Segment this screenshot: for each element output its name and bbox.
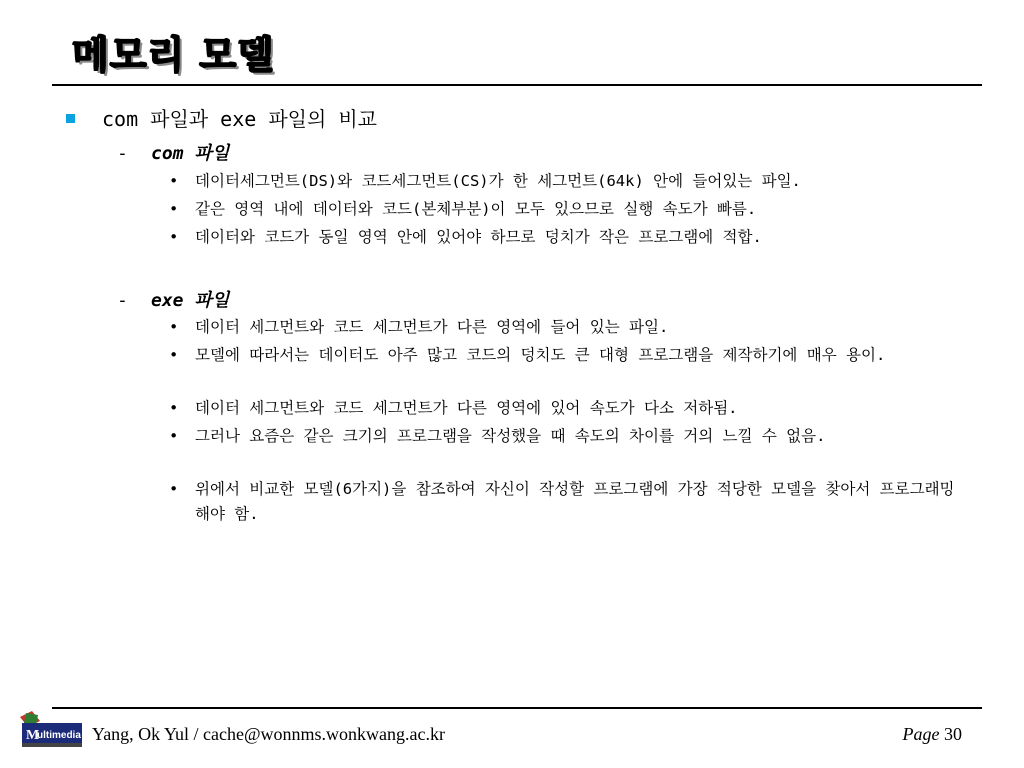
dot-bullet-icon: • [169, 318, 179, 336]
list-item-text: 그러나 요즘은 같은 크기의 프로그램을 작성했을 때 속도의 차이를 거의 느낄 수 없음. [195, 427, 826, 445]
list-item [169, 343, 969, 368]
dot-bullet-icon: • [169, 427, 179, 445]
dot-bullet-icon: • [169, 228, 179, 246]
list-item-text: 위에서 비교한 모델(6가지)을 참조하여 자신이 작성할 프로그램에 가장 적당한 모델을 찾아서 프로그래밍해야 함. [195, 480, 955, 523]
list-item-text: 모델에 따라서는 데이터도 아주 많고 코드의 덩치도 큰 대형 프로그램을 제작하기에 매우 용이. [195, 346, 886, 364]
dot-bullet-icon: • [169, 172, 179, 190]
list-item [169, 197, 969, 222]
slide-title: 메모리 모델 [72, 33, 275, 77]
list-item [169, 225, 969, 250]
subheading-exe [117, 286, 229, 312]
bullet-level1 [66, 103, 377, 132]
list-item [169, 396, 969, 421]
dot-bullet-icon: • [169, 200, 179, 218]
multimedia-logo [18, 711, 84, 749]
list-item-text: 같은 영역 내에 데이터와 코드(본체부분)이 모두 있으므로 실행 속도가 빠름. [195, 200, 757, 218]
list-item [169, 315, 969, 340]
footer-page [903, 724, 962, 745]
list-item-text: 데이터와 코드가 동일 영역 안에 있어야 하므로 덩치가 작은 프로그램에 적합. [195, 228, 762, 246]
list-item [169, 424, 969, 449]
dot-bullet-icon: • [169, 480, 179, 498]
subheading-text: exe 파일 [151, 290, 230, 311]
list-item [169, 169, 969, 194]
list-item-text: 데이터 세그먼트와 코드 세그먼트가 다른 영역에 들어 있는 파일. [195, 318, 669, 336]
multimedia-logo-icon [18, 711, 84, 749]
dot-bullet-icon: • [169, 399, 179, 417]
logo-text: ultimedia [37, 730, 81, 741]
footer-author: Yang, Ok Yul / cache@wonnms.wonkwang.ac.kr [92, 724, 446, 744]
square-bullet-icon [66, 114, 75, 123]
list-item-text: 데이터 세그먼트와 코드 세그먼트가 다른 영역에 있어 속도가 다소 저하됨. [195, 399, 738, 417]
title-divider [52, 84, 982, 86]
dash-bullet: - [117, 290, 128, 311]
subheading-com [117, 139, 229, 165]
logo-letter: M [26, 728, 40, 743]
dot-bullet-icon: • [169, 346, 179, 364]
bullet-level1-text: com 파일과 exe 파일의 비교 [102, 107, 377, 131]
list-item [169, 477, 969, 527]
subheading-text: com 파일 [151, 143, 230, 164]
page-number: 30 [944, 724, 962, 744]
dash-bullet: - [117, 143, 128, 164]
page-label: Page [902, 724, 940, 744]
footer-divider [52, 707, 982, 709]
list-item-text: 데이터세그먼트(DS)와 코드세그먼트(CS)가 한 세그먼트(64k) 안에 들어있는 파일. [195, 172, 801, 190]
